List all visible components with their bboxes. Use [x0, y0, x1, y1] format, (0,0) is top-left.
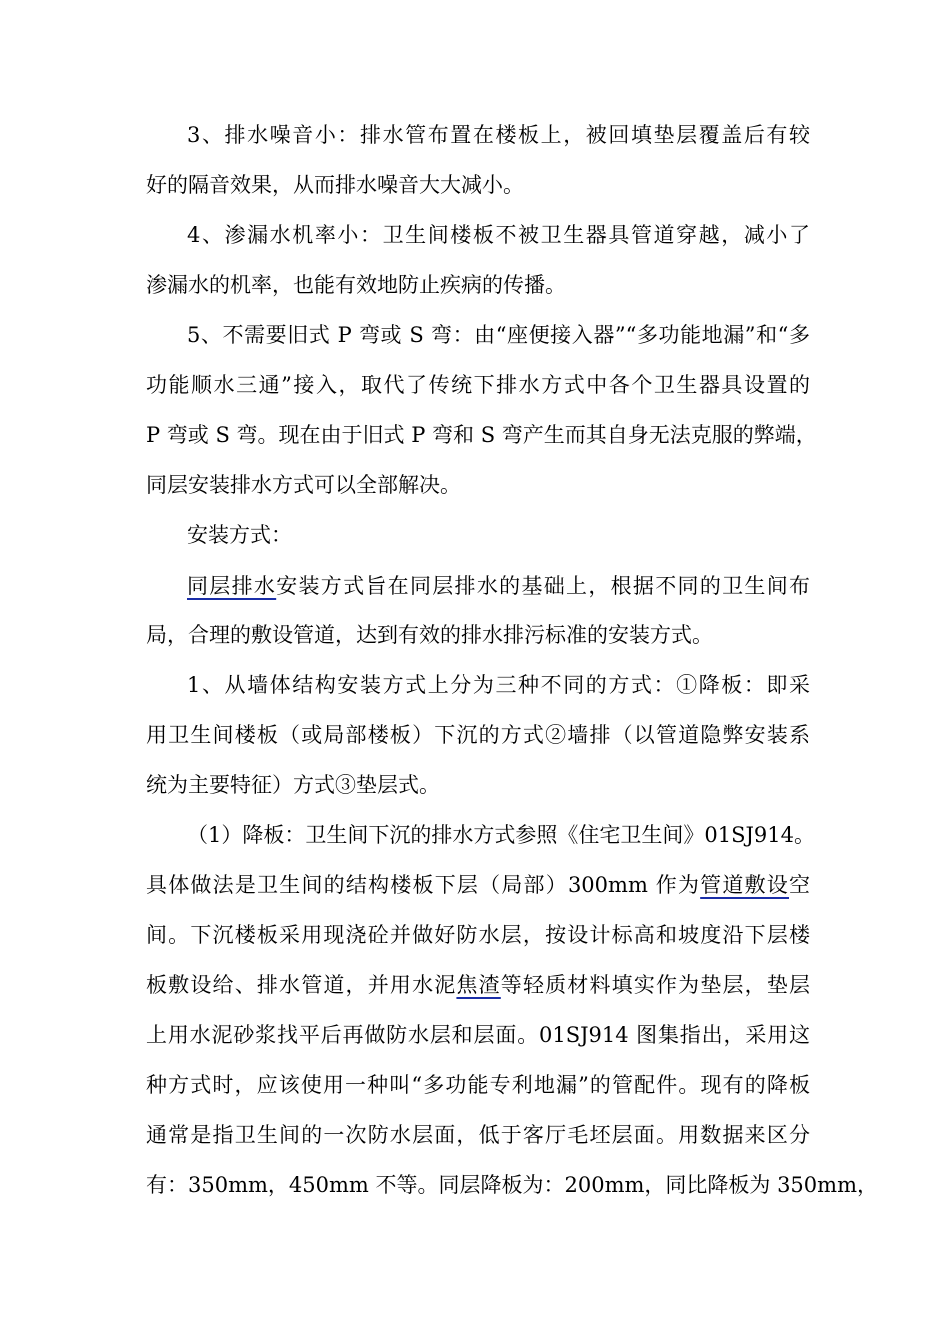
slab-paragraph-line-1: （1）降板：卫生间下沉的排水方式参照《住宅卫生间》01SJ914。	[187, 823, 815, 847]
paragraph-5-line-1: 5、不需要旧式 P 弯或 S 弯：由“座便接入器”“多功能地漏”和“多	[187, 323, 810, 347]
slab-paragraph-line-2-post: 空	[789, 873, 811, 897]
same-floor-drainage-link[interactable]: 同层排水	[187, 574, 277, 598]
paragraph-3-line-1: 3、排水噪音小：排水管布置在楼板上，被回填垫层覆盖后有较	[187, 123, 810, 147]
paragraph-4-line-2: 渗漏水的机率，也能有效地防止疾病的传播。	[146, 273, 566, 297]
paragraph-5-line-3: P 弯或 S 弯。现在由于旧式 P 弯和 S 弯产生而其自身无法克服的弊端，	[146, 423, 817, 447]
paragraph-5-line-2: 功能顺水三通”接入，取代了传统下排水方式中各个卫生器具设置的	[146, 373, 810, 397]
slab-paragraph-line-5: 上用水泥砂浆找平后再做防水层和层面。01SJ914 图集指出，采用这	[146, 1023, 810, 1047]
install-intro-line-2: 局，合理的敷设管道，达到有效的排水排污标准的安装方式。	[146, 623, 713, 647]
wall-paragraph-line-2: 用卫生间楼板（或局部楼板）下沉的方式②墙排（以管道隐弊安装系	[146, 723, 810, 747]
paragraph-4-line-1: 4、渗漏水机率小：卫生间楼板不被卫生器具管道穿越，减小了	[187, 223, 810, 247]
slab-paragraph-line-6: 种方式时，应该使用一种叫“多功能专利地漏”的管配件。现有的降板	[146, 1073, 810, 1097]
paragraph-5-line-4: 同层安装排水方式可以全部解决。	[146, 473, 461, 497]
pipe-laying-link[interactable]: 管道敷设	[700, 873, 790, 897]
slab-paragraph-line-4-post: 等轻质材料填实作为垫层，垫层	[500, 973, 811, 997]
slab-paragraph-line-8: 有：350mm，450mm 不等。同层降板为：200mm，同比降板为 350mm，	[146, 1173, 878, 1197]
slab-paragraph-line-4	[146, 970, 810, 1000]
slab-paragraph-line-4-pre: 板敷设给、排水管道，并用水泥	[146, 973, 457, 997]
paragraph-3-line-2: 好的隔音效果，从而排水噪音大大减小。	[146, 173, 524, 197]
slab-paragraph-line-2	[146, 870, 810, 900]
slab-paragraph-line-3: 间。下沉楼板采用现浇砼并做好防水层，按设计标高和坡度沿下层楼	[146, 923, 810, 947]
install-intro-line-1-text: 安装方式旨在同层排水的基础上，根据不同的卫生间布	[276, 574, 811, 598]
install-method-heading: 安装方式：	[187, 523, 292, 547]
wall-paragraph-line-1: 1、从墙体结构安装方式上分为三种不同的方式：①降板：即采	[187, 673, 810, 697]
slab-paragraph-line-7: 通常是指卫生间的一次防水层面，低于客厅毛坯层面。用数据来区分	[146, 1123, 810, 1147]
install-intro-line-1	[187, 571, 810, 601]
wall-paragraph-line-3: 统为主要特征）方式③垫层式。	[146, 773, 440, 797]
slab-paragraph-line-2-pre: 具体做法是卫生间的结构楼板下层（局部）300mm 作为	[146, 873, 701, 897]
cinder-link[interactable]: 焦渣	[456, 973, 501, 997]
